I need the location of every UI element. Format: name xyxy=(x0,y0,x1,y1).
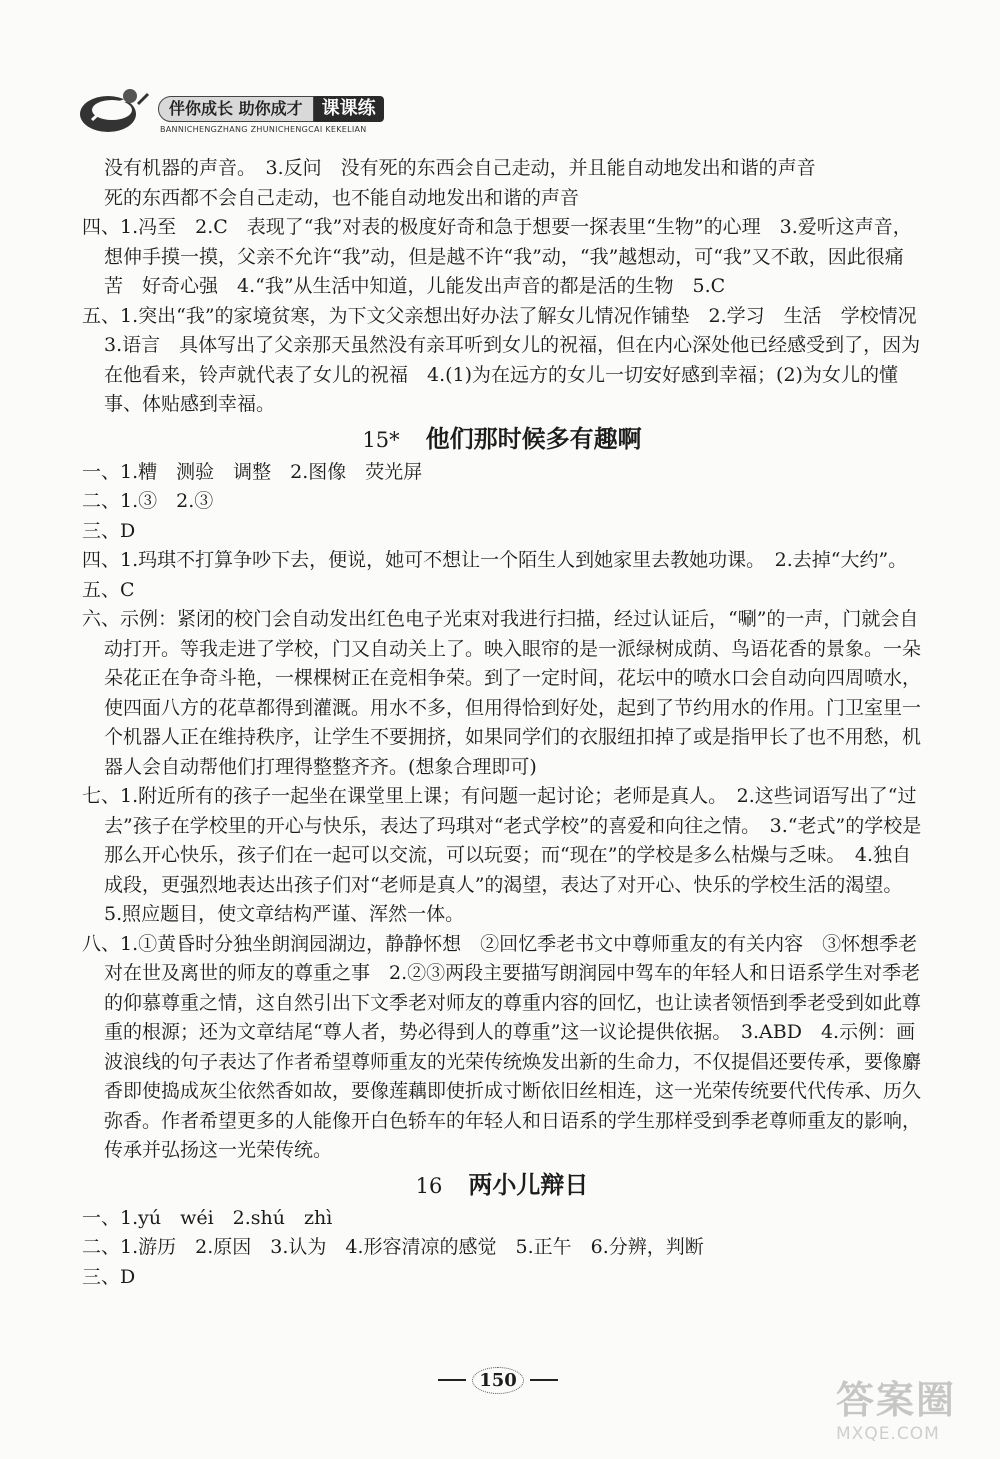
answer-item: 三、D xyxy=(82,519,136,542)
slogan-text: 伴你成长 助你成才 xyxy=(158,96,314,122)
watermark-title: 答案圈 xyxy=(836,1378,957,1422)
page-header xyxy=(78,80,438,150)
answer-item: 二、1.游历 2.原因 3.认为 4.形容清凉的感觉 5.正午 6.分辨，判断 xyxy=(82,1236,704,1258)
section-title-15 xyxy=(82,424,922,455)
brand-text: 课课练 xyxy=(314,96,384,122)
divider xyxy=(530,1379,558,1381)
text-line: 没有机器的声音。 3.反问 没有死的东西会自己走动，并且能自动地发出和谐的声音 xyxy=(104,157,816,179)
header-slogan xyxy=(158,96,384,122)
answer-item: 一、1.yú wéi 2.shú zhì xyxy=(82,1206,333,1229)
answer-item-5: 五、1.突出“我”的家境贫寒，为下文父亲想出好办法了解女儿情况作铺垫 2.学习 生活 学校情况 3.语言 具体写出了父亲那天虽然没有亲耳听到女儿的祝福，但在内心深处他已经感受到了，因为在他看来，铃声就代表了女儿的祝福 4.(1)为在远方的女儿一切安好感到幸福；(2)为女儿的懂事、体贴感到幸福。 xyxy=(82,304,936,415)
answer-item: 七、1.附近所有的孩子一起坐在课堂里上课；有问题一起讨论；老师是真人。 2.这些词语写出了“过去”孩子在学校里的开心与快乐，表达了玛琪对“老式学校”的喜爱和向往之情。 3.“老式”的学校是那么开心快乐，孩子们在一起可以交流，可以玩耍；而“现在”的学校是多么枯燥与乏味。 4.独自成段，更强烈地表达出孩子们对“老师是真人”的渴望，表达了对开心、快乐的学校生活的渴望。 5.照应题目，使文章结构严谨、浑然一体。 xyxy=(82,785,922,925)
section-number: 15* xyxy=(362,427,400,452)
page-number-text: 150 xyxy=(472,1367,524,1394)
page-number xyxy=(438,1362,558,1398)
watermark xyxy=(836,1369,986,1449)
answer-item: 一、1.糟 测验 调整 2.图像 荧光屏 xyxy=(82,460,423,483)
section-title-text: 两小儿辩日 xyxy=(468,1170,589,1199)
section-number: 16 xyxy=(415,1173,443,1198)
watermark-url: MXQE.COM xyxy=(836,1424,940,1444)
logo-icon xyxy=(78,84,150,136)
answer-item: 三、D xyxy=(82,1265,136,1288)
section-title-16 xyxy=(82,1170,922,1201)
section-title-text: 他们那时候多有趣啊 xyxy=(425,424,642,453)
answer-item: 六、示例：紧闭的校门会自动发出红色电子光束对我进行扫描，经过认证后，“唰”的一声，门就会自动打开。等我走进了学校，门又自动关上了。映入眼帘的是一派绿树成荫、鸟语花香的景象。一朵朵花正在争奇斗艳，一棵棵树正在竞相争荣。到了一定时间，花坛中的喷水口会自动向四周喷水，使四面八方的花草都得到灌溉。用水不多，但用得恰到好处，起到了节约用水的作用。门卫室里一个机器人正在维持秩序，让学生不要拥挤，如果同学们的衣服纽扣掉了或是指甲长了也不用愁，机器人会自动帮他们打理得整整齐齐。(想象合理即可) xyxy=(82,608,922,778)
divider xyxy=(438,1379,466,1381)
slogan-pinyin: BANNICHENGZHANG ZHUNICHENGCAI KEKELIAN xyxy=(160,125,367,134)
answer-item-4: 四、1.冯至 2.C 表现了“我”对表的极度好奇和急于想要一探表里“生物”的心理 3.爱听这声音，想伸手摸一摸，父亲不允许“我”动，但是越不许“我”动，“我”越想动，可“我”又不敢，因此很痛苦 好奇心强 4.“我”从生活中知道，儿能发出声音的都是活的生物 5.C xyxy=(82,216,912,297)
answer-content xyxy=(82,154,936,1292)
answer-item: 二、1.③ 2.③ xyxy=(82,490,214,512)
answer-item: 五、C xyxy=(82,578,135,601)
text-line: 死的东西都不会自己走动，也不能自动地发出和谐的声音 xyxy=(104,186,580,209)
answer-item: 四、1.玛琪不打算争吵下去，便说，她可不想让一个陌生人到她家里去教她功课。 2.去掉“大约”。 xyxy=(82,549,908,571)
answer-item: 八、1.①黄昏时分独坐朗润园湖边，静静怀想 ②回忆季老书文中尊师重友的有关内容 ③怀想季老对在世及离世的师友的尊重之事 2.②③两段主要描写朗润园中驾车的年轻人和日语系学生对季老的仰慕尊重之情，这自然引出下文季老对师友的尊重内容的回忆，也让读者领悟到季老受到如此尊重的根源；还为文章结尾“尊人者，势必得到人的尊重”这一议论提供依据。 3.ABD 4.示例：画波浪线的句子表达了作者希望尊师重友的光荣传统焕发出新的生命力，不仅提倡还要传承，要像麝香即使捣成灰尘依然香如故，要像莲藕即使折成寸断依旧丝相连，这一光荣传统要代代传承、历久弥香。作者希望更多的人能像开白色轿车的年轻人和日语系的学生那样受到季老尊师重友的影响，传承并弘扬这一光荣传统。 xyxy=(82,932,922,1161)
